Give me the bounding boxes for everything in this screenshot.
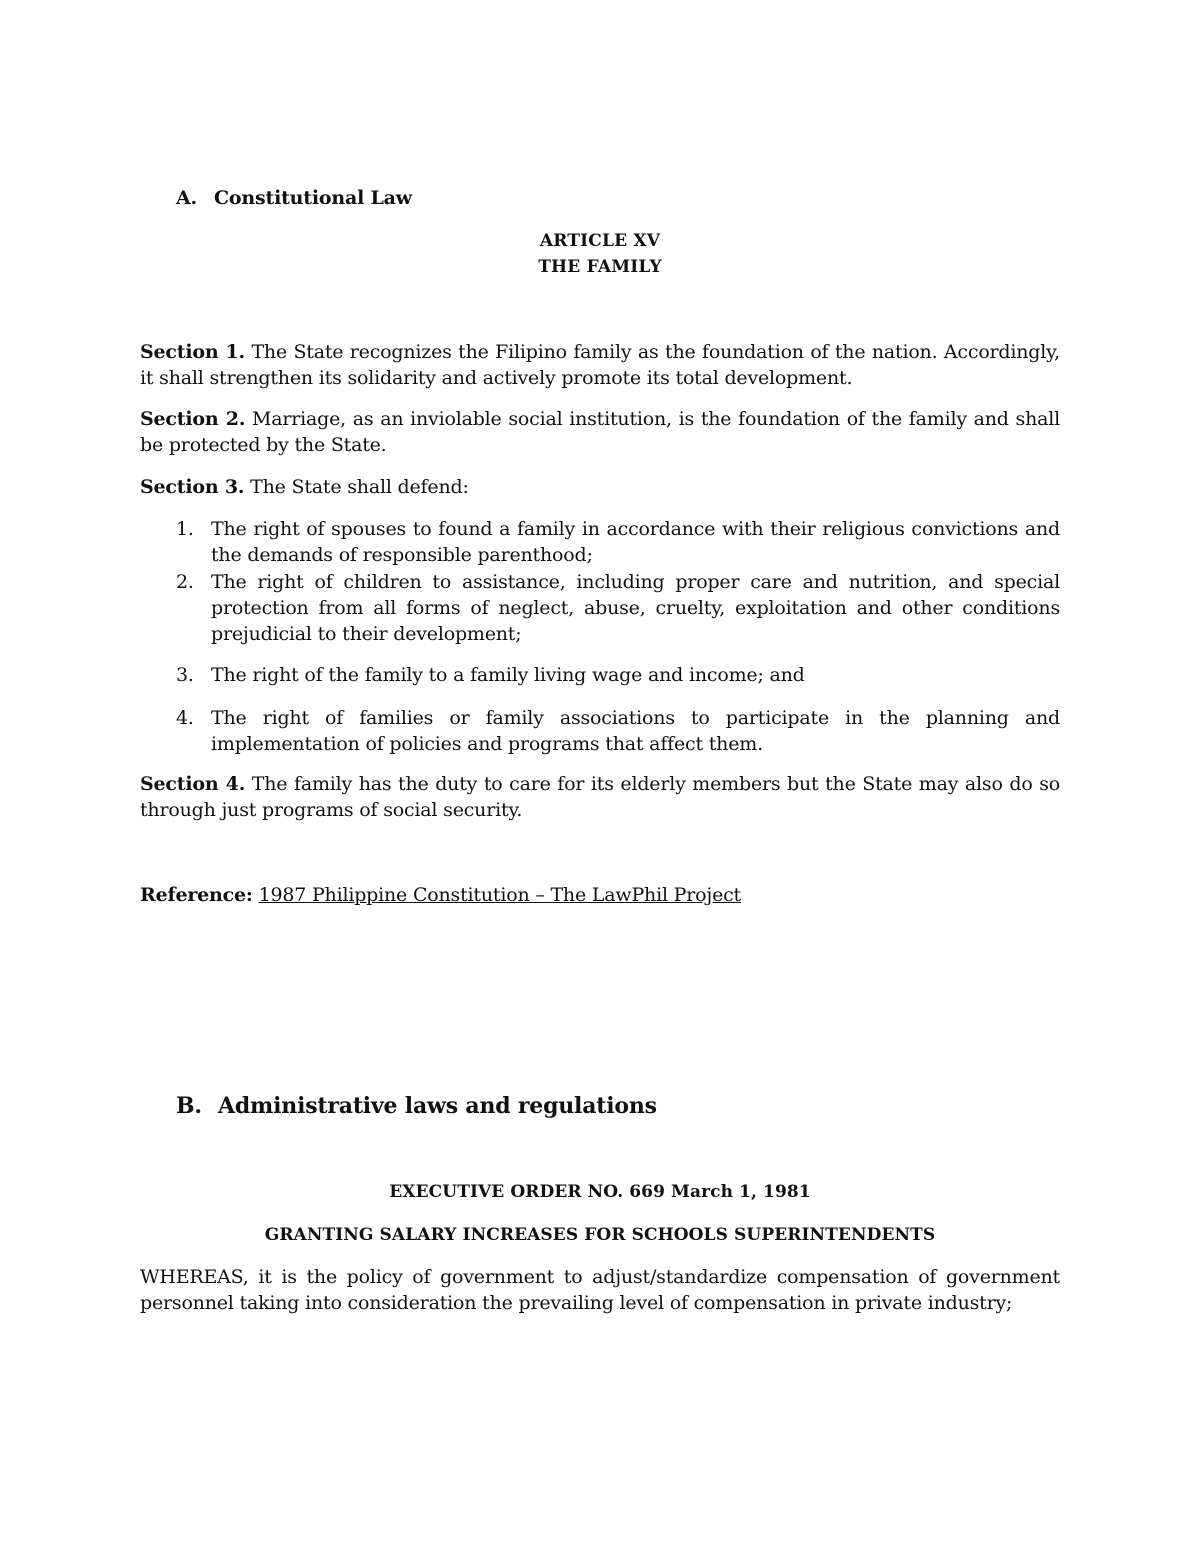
list-item-text: The right of children to assistance, including proper care and nutrition, and special protection from all forms of neglect, abuse, cruelty, exploitation and other conditions prejudicial to their development; [211, 571, 1060, 645]
section-3-label: Section 3. [140, 476, 245, 498]
section-4-text: The family has the duty to care for its elderly members but the State may also do so through just programs of social security. [140, 773, 1060, 821]
section-2-label: Section 2. [140, 408, 246, 430]
list-item-number: 4. [176, 707, 194, 729]
list-item [176, 705, 1060, 757]
reference-label: Reference: [140, 884, 253, 906]
list-item-number: 1. [176, 518, 194, 540]
reference-link[interactable]: 1987 Philippine Constitution – The LawPhil Project [258, 884, 741, 906]
section-1-paragraph [140, 339, 1060, 391]
executive-order-title: EXECUTIVE ORDER NO. 669 March 1, 1981 [389, 1182, 811, 1202]
executive-order-subtitle: GRANTING SALARY INCREASES FOR SCHOOLS SUPERINTENDENTS [264, 1225, 936, 1245]
section-1-label: Section 1. [140, 341, 245, 363]
section-4-label: Section 4. [140, 773, 246, 795]
section-3-text: The State shall defend: [250, 476, 469, 498]
list-item-text: The right of the family to a family living wage and income; and [211, 664, 805, 686]
list-item [176, 662, 1060, 688]
article-number: ARTICLE XV [539, 231, 661, 251]
section-b-heading [176, 1093, 657, 1119]
section-1-text: The State recognizes the Filipino family as the foundation of the nation. Accordingly, it shall strengthen its solidarity and actively promote its total development. [140, 341, 1061, 389]
list-item-text: The right of families or family associations to participate in the planning and implementation of policies and programs that affect them. [211, 707, 1060, 755]
list-item-text: The right of spouses to found a family in accordance with their religious convictions and the demands of responsible parenthood; [211, 518, 1060, 566]
section-2-text: Marriage, as an inviolable social institution, is the foundation of the family and shall be protected by the State. [140, 408, 1060, 456]
section-b-marker: B. [176, 1093, 202, 1119]
section-a-heading [176, 187, 412, 209]
list-item-number: 3. [176, 664, 194, 686]
section-a-marker: A. [176, 187, 197, 209]
section-4-paragraph [140, 771, 1060, 823]
section-3-paragraph [140, 474, 1060, 500]
list-item-number: 2. [176, 571, 194, 593]
section-2-paragraph [140, 406, 1060, 458]
reference-line [140, 882, 741, 908]
whereas-paragraph: WHEREAS, it is the policy of government to adjust/standardize compensation of government personnel taking into consideration the prevailing level of compensation in private industry; [140, 1266, 1060, 1314]
section-a-title: Constitutional Law [214, 187, 412, 209]
list-item [176, 516, 1060, 568]
list-item [176, 569, 1060, 647]
section-b-title: Administrative laws and regulations [218, 1093, 657, 1119]
article-title: THE FAMILY [538, 257, 662, 277]
